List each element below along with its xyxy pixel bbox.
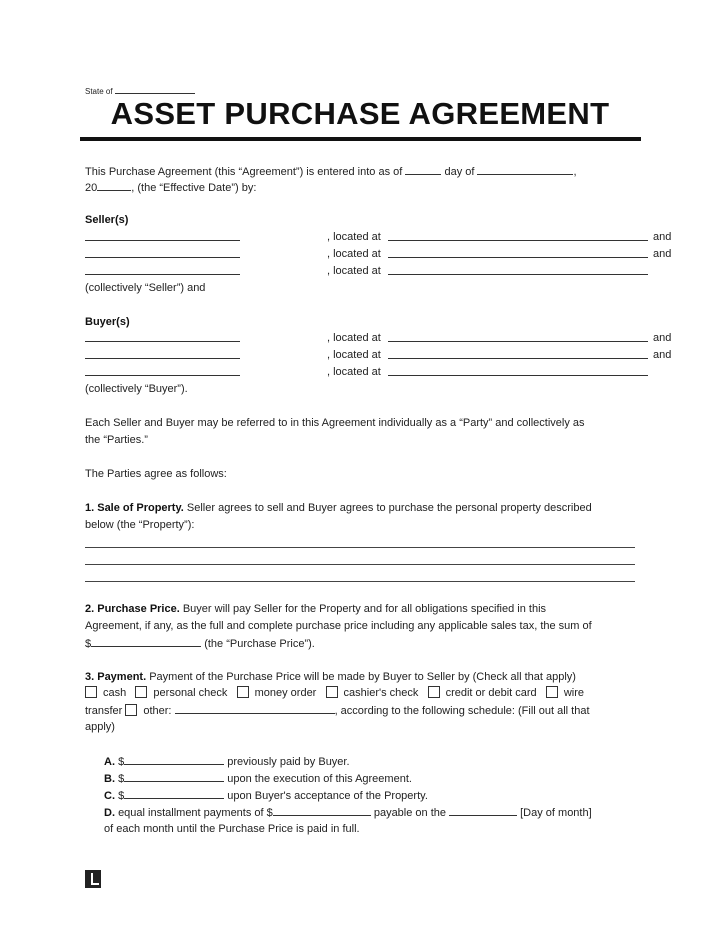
buyer-row: , located at and: [85, 331, 645, 346]
buyer-address-blank[interactable]: [388, 331, 648, 342]
buyer-collectively: (collectively “Buyer”).: [85, 383, 188, 395]
schedule-item-d-line-2: of each month until the Purchase Price is paid in full.: [104, 823, 360, 835]
intro-line-2: 20 , (the “Effective Date”) by:: [85, 182, 257, 194]
seller-address-blank[interactable]: [388, 247, 648, 258]
seller-heading: Seller(s): [85, 214, 129, 226]
section-1-line-1: 1. Sale of Property. Seller agrees to sell and Buyer agrees to purchase the personal property described: [85, 502, 592, 514]
property-description-line[interactable]: [85, 564, 635, 565]
buyer-address-blank[interactable]: [388, 348, 648, 359]
parties-line-1: Each Seller and Buyer may be referred to in this Agreement individually as a “Party” and collectively as: [85, 417, 585, 429]
cashiers-check-checkbox[interactable]: [326, 686, 338, 698]
buyer-heading: Buyer(s): [85, 316, 130, 328]
seller-row: , located at and: [85, 230, 645, 245]
schedule-item-c: C. $ upon Buyer's acceptance of the Property.: [104, 790, 428, 802]
other-method-blank[interactable]: [175, 703, 335, 714]
month-blank[interactable]: [477, 164, 573, 175]
seller-name-blank[interactable]: [85, 247, 240, 258]
credit-debit-card-checkbox[interactable]: [428, 686, 440, 698]
amount-c-blank[interactable]: [124, 788, 224, 799]
seller-name-blank[interactable]: [85, 230, 240, 241]
parties-line-2: the “Parties.”: [85, 434, 148, 446]
document-title: ASSET PURCHASE AGREEMENT: [110, 96, 610, 131]
brand-logo-icon: [85, 870, 101, 888]
schedule-item-b: B. $ upon the execution of this Agreement.: [104, 773, 412, 785]
other-checkbox[interactable]: [125, 704, 137, 716]
installment-amount-blank[interactable]: [273, 805, 371, 816]
seller-address-blank[interactable]: [388, 230, 648, 241]
parties-agree: The Parties agree as follows:: [85, 468, 227, 480]
state-blank[interactable]: [115, 86, 195, 94]
amount-a-blank[interactable]: [124, 754, 224, 765]
buyer-address-blank[interactable]: [388, 365, 648, 376]
buyer-row: , located at and: [85, 348, 645, 363]
section-2-line-3: $ (the “Purchase Price”).: [85, 638, 315, 650]
schedule-item-d: D. equal installment payments of $ payable on the [Day of month]: [104, 807, 592, 819]
section-1-line-2: below (the “Property”):: [85, 519, 195, 531]
buyer-name-blank[interactable]: [85, 365, 240, 376]
personal-check-checkbox[interactable]: [135, 686, 147, 698]
buyer-row: , located at: [85, 365, 645, 380]
state-label: State of: [85, 87, 113, 96]
title-rule: [80, 137, 641, 141]
buyer-name-blank[interactable]: [85, 331, 240, 342]
intro-line-1: This Purchase Agreement (this “Agreement”) is entered into as of day of ,: [85, 166, 577, 178]
day-blank[interactable]: [405, 164, 441, 175]
seller-address-blank[interactable]: [388, 264, 648, 275]
seller-name-blank[interactable]: [85, 264, 240, 275]
buyer-name-blank[interactable]: [85, 348, 240, 359]
schedule-item-a: A. $ previously paid by Buyer.: [104, 756, 350, 768]
seller-row: , located at: [85, 264, 645, 279]
property-description-line[interactable]: [85, 547, 635, 548]
wire-transfer-checkbox[interactable]: [546, 686, 558, 698]
payment-other-line: transfer other: , according to the following schedule: (Fill out all that: [85, 705, 590, 717]
money-order-checkbox[interactable]: [237, 686, 249, 698]
section-2-line-1: 2. Purchase Price. Buyer will pay Seller for the Property and for all obligations specified in this: [85, 603, 547, 615]
seller-collectively: (collectively “Seller”) and: [85, 282, 206, 294]
payment-apply: apply): [85, 721, 115, 733]
section-2-line-2: Agreement, if any, as the full and complete purchase price including any applicable sales tax, the sum of: [85, 620, 592, 632]
purchase-price-blank[interactable]: [91, 636, 201, 647]
property-description-line[interactable]: [85, 581, 635, 582]
seller-row: , located at and: [85, 247, 645, 262]
year-blank[interactable]: [97, 180, 131, 191]
section-3-line-1: 3. Payment. Payment of the Purchase Price will be made by Buyer to Seller by (Check all that apply): [85, 671, 576, 683]
amount-b-blank[interactable]: [124, 771, 224, 782]
cash-checkbox[interactable]: [85, 686, 97, 698]
day-of-month-blank[interactable]: [449, 805, 517, 816]
payment-methods: cash personal check money order cashier's check credit or debit card wire: [85, 686, 584, 700]
